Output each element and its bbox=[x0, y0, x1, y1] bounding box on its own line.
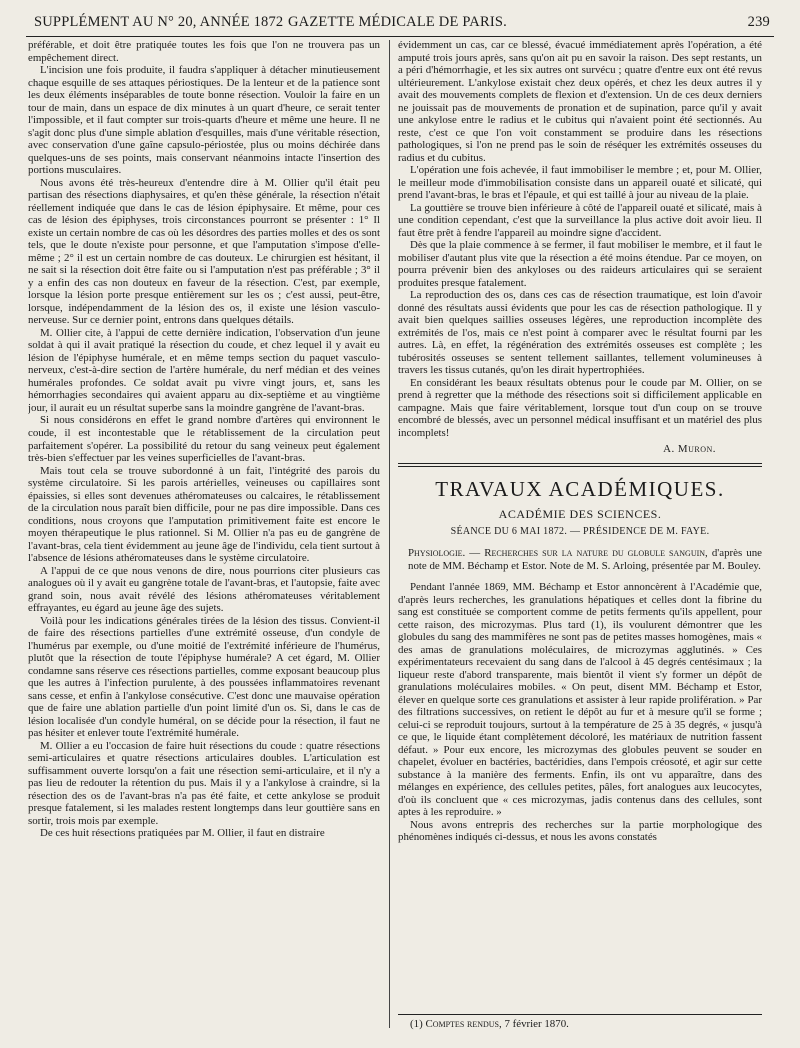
footnote-rule bbox=[398, 1014, 762, 1015]
article-heading-lead: Physiologie. — Recherches sur la nature du globule sanguin, bbox=[408, 547, 708, 560]
paragraph: La gouttière se trouve bien inférieure à côté de l'appareil ouaté et silicaté, mais à une condition cependant, c'est que la surveillance la plus active doit avoir lieu. Il faut être prêt à fendre l'appareil au moindre signe d'accident. bbox=[398, 201, 762, 239]
header-rule bbox=[26, 36, 774, 37]
paragraph: M. Ollier a eu l'occasion de faire huit résections du coude : quatre résections semi-articulaires et quatre résections articulaires doubles. L'articulation est suffisamment ouverte lorsqu'on a fait une résection semi-articulaire, et il n'y a pas lieu de redouter la rétention du pus. Mais il y a l'ankylose à craindre, si la résection des os de l'avant-bras n'a pas été faite, et cette ankylose se produit presque fatalement, si les malades restent longtemps dans leur gouttière sans en sortir, trois mois par exemple. bbox=[28, 739, 380, 827]
page-number: 239 bbox=[747, 14, 770, 30]
paragraph: Nous avons entrepris des recherches sur la partie morphologique des phénomènes indiqués ci-dessus, et nous les avons constatés bbox=[398, 818, 762, 844]
paragraph: A l'appui de ce que nous venons de dire, nous pourrions citer plusieurs cas analogues où il y avait eu gangrène totale de l'avant-bras, et l'autopsie, faite avec grand soin, nous avait révélé des lésions athéromateuses véritablement effrayantes, eu égard au jeune âge des sujets. bbox=[28, 564, 380, 615]
section-rule bbox=[398, 466, 762, 467]
paragraph: Pendant l'année 1869, MM. Béchamp et Estor annoncèrent à l'Académie que, d'après leurs recherches, les granulations hépatiques et celles dont la fibrine du sang est constituée se comportent comme de petits ferments qu'ils appellent, pour cette raison, des microzymas. Plus tard (1), ils voulurent démontrer que les globules du sang des mammifères ne sont pas de petites masses homogènes, mais « des amas de granulations moléculaires, de microzymas agglutinés. » Ces expérimentateurs recevaient du sang dans de l'alcool à 45 degrés centésimaux ; la liqueur reste d'abord transparente, mais bientôt il vient s'y former un dépôt de granulations moléculaires mobiles. « On peut, disent MM. Béchamp et Estor, élever en quelque sorte ces granulations et assister à leur rapide prolifération. » Par des filtrations successives, on retient le dépôt au fur et à mesure qu'il se forme ; celui-ci se reproduit toujours, surtout à la température de 25 à 35 degrés, « jusqu'à ce que, le liquide étant complètement décoloré, les matériaux de nutrition fassent défaut. » Pour eux encore, les microzymas des globules peuvent se souder en chapelet, évoluer en bactéries, bactéridies, dans l'empois créosoté, et agir sur cette substance à la manière des ferments. Enfin, ils ont vu apparaître, dans des mélanges en expérience, des cellules petites, pâles, fort analogues aux leucocytes, d'où ils concluent que « ces microzymas, jadis contenus dans des cellules, sont aptes à les reproduire. » bbox=[398, 581, 762, 819]
paragraph: L'opération une fois achevée, il faut immobiliser le membre ; et, pour M. Ollier, le meilleur mode d'immobilisation consiste dans un appareil ouaté et silicaté, qui prend l'avant-bras, le bras et l'épaule, et qui est taillé à jour au niveau de la plaie. bbox=[398, 164, 762, 202]
paragraph: Nous avons été très-heureux d'entendre dire à M. Ollier qu'il était peu partisan des résections diaphysaires, et qu'en thèse générale, la résection n'était réellement indiquée que dans le cas de lésion épiphysaire. Et même, pour ces cas de lésion des épiphyses, trois circonstances pourront se présenter : 1° Il existe un certain nombre de cas où les désordres des parties molles et des os sont tels, que le doute n'existe pour personne, et que l'amputation s'impose d'elle-même ; 2° il est un certain nombre de cas douteux. Le chirurgien est hésitant, il ne sait si la résection doit être faite ou si l'amputation n'est pas préférable ; 3° il y a enfin des cas non douteux en faveur de la résection. C'est, par exemple, lorsque la lésion porte presque entièrement sur les os ; c'est aussi, peut-être, lorsque, indépendamment de la lésion des os, il existe une lésion vasculo-nerveuse. Sur ce dernier point, entrons dans quelques détails. bbox=[28, 176, 380, 327]
paragraph: La reproduction des os, dans ces cas de résection traumatique, est loin d'avoir donné des résultats aussi évidents que pour les cas de résection pathologique. Il y avait bien quelques saillies osseuses légères, une reproduction incomplète des extrémités de l'os, mais ce n'est point à comparer avec le résultat fourni par les autres. Là, en effet, la régénération des extrémités osseuses est complète ; les tubérosités osseuses se sentent tellement saillantes, tellement volumineuses à travers les tissus cutanés, qu'on les dirait hypertrophiées. bbox=[398, 289, 762, 377]
column-divider bbox=[389, 40, 390, 1028]
article-heading-rest: d'après une note de MM. Béchamp et Estor. Note de M. S. Arloing, présentée par M. Bouley. bbox=[408, 547, 762, 572]
paragraph: Voilà pour les indications générales tirées de la lésion des tissus. Convient-il de faire des résections partielles d'une extrémité osseuse, d'un condyle de l'humérus par exemple, ou d'une moitié de l'extrémité inférieure de l'humérus, plutôt que la résection de toute l'épiphyse humérale? A cet égard, M. Ollier condamne sans réserve ces résections partielles, comme exposant beaucoup plus que les autres à l'infection purulente, à des poussées inflammatoires revenant sans cesse, et enfin à l'ankylose consécutive. C'est donc une mauvaise opération que de faire une ablation partielle d'un point limité d'un os. Si, dans le cas de lésion localisée d'un condyle huméral, on se décide pour la résection, il faut ne pas hésiter et enlever toute l'extrémité humérale. bbox=[28, 614, 380, 740]
paragraph: En considérant les beaux résultats obtenus pour le coude par M. Ollier, on se prend à regretter que la méthode des résections soit si difficilement applicable en campagne. Mais que faire véritablement, lorsque tout d'un coup on se trouve encombré de blessés, avec un personnel médical insuffisant et un matériel des plus incomplets! bbox=[398, 376, 762, 439]
section-rule bbox=[398, 463, 762, 464]
article-heading bbox=[398, 547, 762, 572]
section-title: TRAVAUX ACADÉMIQUES. bbox=[435, 477, 725, 502]
footnote-mark: (1) bbox=[410, 1018, 423, 1030]
footnote-date: 7 février 1870. bbox=[504, 1018, 569, 1030]
running-header-issue: SUPPLÉMENT AU N° 20, ANNÉE 1872 bbox=[34, 14, 284, 30]
paragraph: Mais tout cela se trouve subordonné à un fait, l'intégrité des parois du système circulatoire. Si les parois artérielles, veineuses ou capillaires sont épaissies, si elles sont devenues athéromateuses ou calcaires, le rétablissement de la circulation nous paraît bien difficile, pour ne pas dire impossible. Dans ces conditions, nous croyons que l'amputation primitivement faite est encore le moyen thérapeutique le plus rationnel. Si M. Ollier n'a pas eu de gangrène de l'avant-bras, cela tient évidemment au jeune âge de l'individu, cela tient surtout à l'absence de lésions athéromateuses dans le système circulatoire. bbox=[28, 464, 380, 565]
paragraph: De ces huit résections pratiquées par M. Ollier, il faut en distraire bbox=[40, 827, 325, 840]
paragraph: L'incision une fois produite, il faudra s'appliquer à détacher minutieusement chaque esquille de ses attaques périostiques. De la lenteur et de la patience sont les deux éléments inséparables de toute bonne résection. Vouloir la faire en un tour de main, dans un espace de dix minutes à un quart d'heure, ce serait tenter l'impossible, et il faut compter sur trois-quarts d'heure et même une heure. Il ne s'agit donc plus d'une simple ablation d'esquilles, mais d'une véritable résection, avec conservation d'une gaîne capsulo-périostée, plus ou moins déchirée dans quelques-uns de ses points, mais conservant néanmoins intacte l'insertion des portions musculaires. bbox=[28, 64, 380, 177]
paragraph: préférable, et doit être pratiquée toutes les fois que l'on ne trouvera pas un empêchement direct. bbox=[28, 39, 380, 64]
left-text-column bbox=[28, 39, 380, 1024]
running-header-journal-title: GAZETTE MÉDICALE DE PARIS. bbox=[288, 14, 507, 30]
right-text-column bbox=[398, 39, 762, 1024]
paragraph: Si nous considérons en effet le grand nombre d'artères qui environnent le coude, il est incontestable que le rétablissement de la circulation peut parfaitement s'opérer. La possibilité du retour du sang veineux peut également très-bien s'effectuer par les veines superficielles de l'avant-bras. bbox=[28, 414, 380, 465]
paragraph: évidemment un cas, car ce blessé, évacué immédiatement après l'opération, a été amputé trois jours après, sans qu'on ait pu en savoir la raison. Des sept restants, un a péri d'hémorrhagie, et les six autres ont survécu ; quatre d'entre eux ont été revus ultérieurement. L'ankylose existait chez deux opérés, et chez les deux autres il y avait des mouvements complets de flexion et d'extension. Un de ces deux derniers ne jouissait pas de mouvements de pronation et de supination, parce qu'il y avait une ankylose entre le radius et le cubitus qui n'avaient point été sectionnés. Au reste, c'est ce que l'on voit constamment se produire dans les résections pathologiques, si l'on ne prend pas le soin de réséquer les extrémités osseuses du radius et du cubitus. bbox=[398, 39, 762, 164]
footnote-source: Comptes rendus, bbox=[425, 1018, 502, 1030]
paragraph: Dès que la plaie commence à se fermer, il faut mobiliser le membre, et il faut le mobiliser d'autant plus vite que la résection a été moins étendue. Par ce moyen, on pourra prévenir bien des ankyloses ou des raideurs articulaires qui se seraient produites presque fatalement. bbox=[398, 239, 762, 289]
academy-heading: ACADÉMIE DES SCIENCES. bbox=[498, 507, 662, 522]
footnote bbox=[410, 1018, 569, 1031]
paragraph: M. Ollier cite, à l'appui de cette dernière indication, l'observation d'un jeune soldat à qui il avait pratiqué la résection du coude, et chez lequel il y avait eu lésion de l'épiphyse humérale, et en même temps section du paquet vasculo-nerveux, c'est-à-dire section de l'artère humérale, du nerf médian et des veines humérales profondes. Ce soldat avait pu vivre vingt jours, et, sans les hémorrhagies secondaires qui avaient apparu au dix-septième et au vingtième jour, il aurait eu un résultat superbe sans la moindre gangrène de l'avant-bras. bbox=[28, 326, 380, 414]
session-line: SÉANCE DU 6 MAI 1872. — PRÉSIDENCE DE M. FAYE. bbox=[450, 526, 710, 538]
author-signature: A. Muron. bbox=[663, 442, 716, 455]
